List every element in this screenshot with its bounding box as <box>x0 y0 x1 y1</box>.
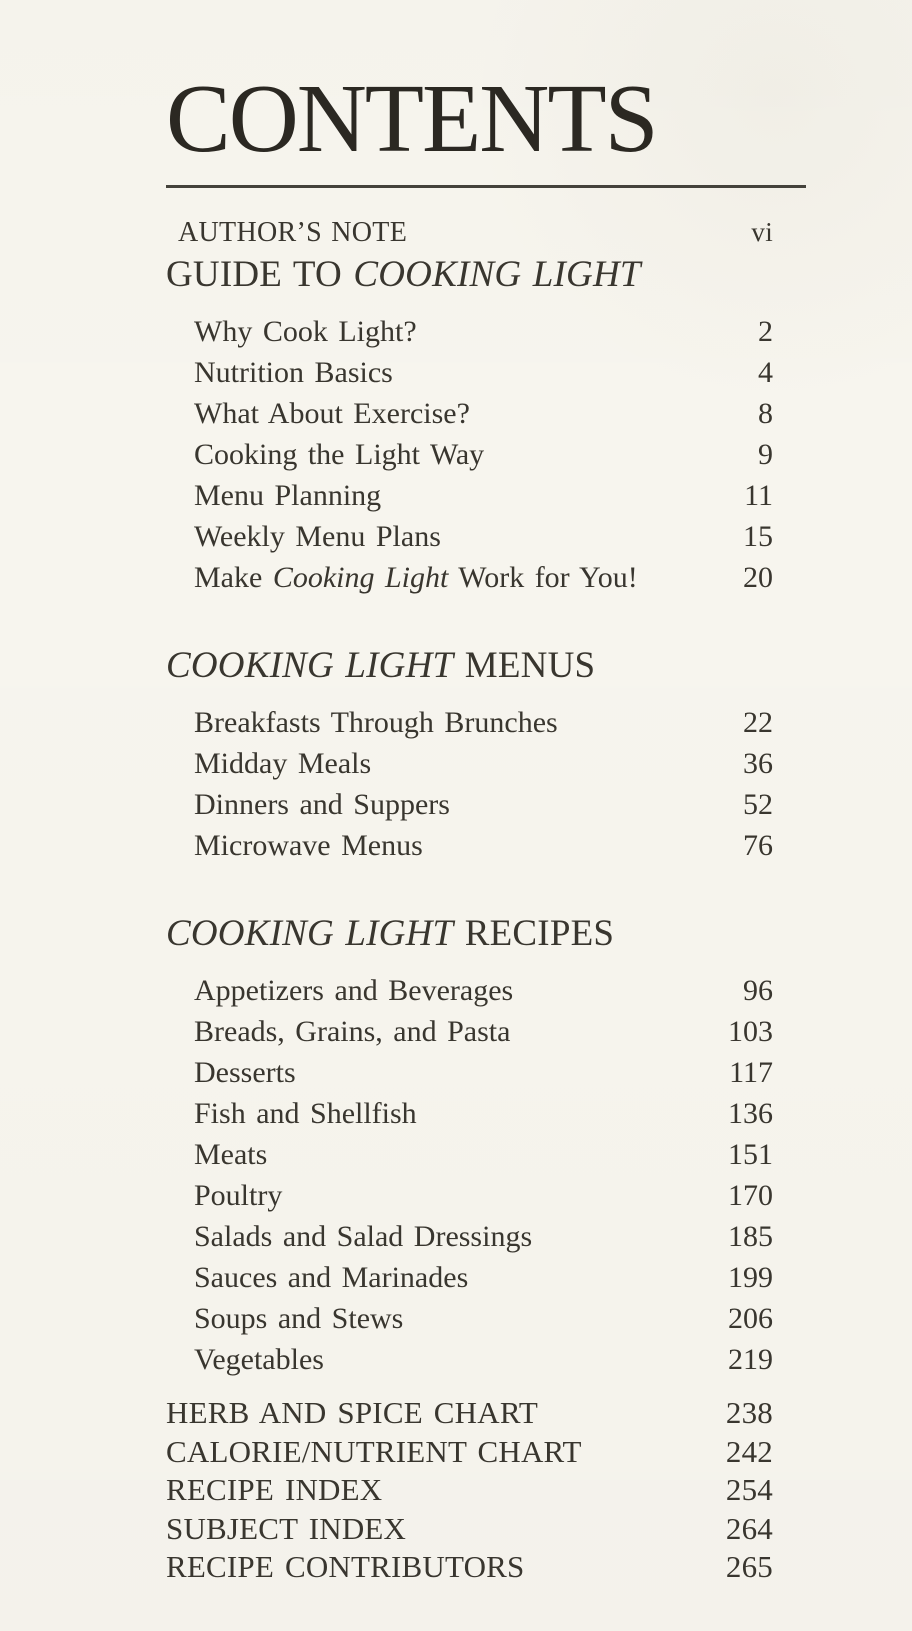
toc-row <box>166 784 773 825</box>
toc-entry-page: 36 <box>743 747 773 780</box>
toc-row <box>166 1011 773 1052</box>
toc-entry-label <box>194 1093 417 1134</box>
label-segment: What About Exercise? <box>194 397 470 430</box>
toc-entry-label <box>166 1433 582 1472</box>
toc-row <box>166 557 773 598</box>
toc-entry-label <box>194 1339 324 1380</box>
toc-entry-page: 136 <box>728 1097 773 1130</box>
toc-entry-page: 76 <box>743 829 773 862</box>
label-segment: COOKING LIGHT <box>166 913 454 954</box>
title-rule <box>166 185 806 188</box>
toc-entry-page: 96 <box>743 974 773 1007</box>
toc-row <box>166 702 773 743</box>
toc-entry-page: 11 <box>744 479 773 512</box>
toc-row <box>166 1510 773 1549</box>
toc-entry-label <box>194 743 371 784</box>
contents-column <box>166 65 773 1587</box>
toc-entry-page: 8 <box>758 397 773 430</box>
toc-row <box>166 1433 773 1472</box>
toc-entry-label <box>166 1471 382 1510</box>
toc-entry-label <box>194 1011 510 1052</box>
toc-entry-page: 206 <box>728 1302 773 1335</box>
label-segment: MENUS <box>453 645 596 686</box>
toc-entry-page: 151 <box>728 1138 773 1171</box>
toc-entry-label <box>166 642 595 690</box>
toc-row <box>166 1093 773 1134</box>
toc-row <box>166 475 773 516</box>
toc-entry-label <box>166 910 614 958</box>
toc-entry-page: 15 <box>743 520 773 553</box>
label-segment: Make <box>194 561 273 594</box>
label-segment: Nutrition Basics <box>194 356 393 389</box>
label-segment: RECIPES <box>453 913 615 954</box>
toc-row <box>166 1052 773 1093</box>
page-title: CONTENTS <box>166 65 657 172</box>
toc-entry-page: 117 <box>729 1056 773 1089</box>
toc-entry-label <box>194 475 381 516</box>
toc-entry-page: 238 <box>725 1395 773 1430</box>
label-segment: COOKING LIGHT <box>166 645 454 686</box>
label-segment: Dinners and Suppers <box>194 788 450 821</box>
label-segment: GUIDE TO <box>166 254 354 295</box>
label-segment: CALORIE/NUTRIENT CHART <box>166 1433 582 1469</box>
toc-entry-page: 170 <box>728 1179 773 1212</box>
toc-entry-label <box>178 215 407 251</box>
toc-entry-label <box>166 1394 538 1433</box>
toc-row <box>166 516 773 557</box>
toc-entry-label <box>194 516 441 557</box>
toc-entry-label <box>166 1548 524 1587</box>
label-segment: Microwave Menus <box>194 829 423 862</box>
label-segment: Fish and Shellfish <box>194 1097 417 1130</box>
label-segment: Salads and Salad Dressings <box>194 1220 533 1253</box>
toc-row <box>166 1548 773 1587</box>
toc-row <box>166 970 773 1011</box>
toc-row <box>166 1134 773 1175</box>
label-segment: Work for You! <box>448 561 638 594</box>
toc-entry-page: 9 <box>758 438 773 471</box>
toc-entry-label <box>194 702 558 743</box>
toc-entry-page: 20 <box>743 561 773 594</box>
toc-row <box>166 743 773 784</box>
toc-row <box>166 434 773 475</box>
toc-entry-page: 254 <box>725 1472 773 1507</box>
toc-row <box>166 1216 773 1257</box>
toc-entry-page: 265 <box>725 1549 773 1584</box>
toc-entry-label <box>166 251 641 299</box>
toc-row <box>166 393 773 434</box>
toc-row <box>166 1175 773 1216</box>
toc-entry-label <box>194 434 484 475</box>
label-segment: Desserts <box>194 1056 296 1089</box>
toc-entry-label <box>194 557 638 598</box>
label-segment: Breakfasts Through Brunches <box>194 706 558 739</box>
toc-row <box>166 251 773 299</box>
toc-row <box>166 642 773 690</box>
toc-row <box>166 1394 773 1433</box>
toc-entry-page: 2 <box>758 315 773 348</box>
label-segment: Cooking Light <box>272 561 449 594</box>
label-segment: Menu Planning <box>194 479 382 512</box>
toc-list <box>166 214 773 1587</box>
toc-entry-label <box>194 1298 403 1339</box>
toc-entry-page: 4 <box>758 356 773 389</box>
toc-entry-label <box>194 1175 282 1216</box>
label-segment: Weekly Menu Plans <box>194 520 441 553</box>
toc-row <box>166 1471 773 1510</box>
toc-row <box>166 1257 773 1298</box>
toc-entry-page: vi <box>751 217 773 247</box>
toc-entry-page: 103 <box>728 1015 773 1048</box>
label-segment: Appetizers and Beverages <box>194 974 514 1007</box>
label-segment: RECIPE CONTRIBUTORS <box>166 1549 525 1584</box>
toc-row <box>166 1339 773 1380</box>
label-segment: Poultry <box>194 1179 283 1212</box>
toc-entry-label <box>194 970 513 1011</box>
toc-row <box>166 910 773 958</box>
toc-entry-page: 185 <box>728 1220 773 1253</box>
toc-entry-label <box>194 1216 532 1257</box>
toc-entry-page: 219 <box>728 1343 773 1376</box>
label-segment: Why Cook Light? <box>194 315 417 348</box>
toc-entry-label <box>194 393 470 434</box>
toc-entry-label <box>194 825 423 866</box>
toc-entry-page: 52 <box>743 788 773 821</box>
toc-entry-label <box>194 1257 468 1298</box>
toc-entry-label <box>194 1134 267 1175</box>
toc-entry-label <box>166 1510 406 1549</box>
toc-row <box>166 311 773 352</box>
label-segment: Vegetables <box>194 1343 324 1376</box>
toc-row <box>166 214 773 251</box>
toc-entry-label <box>194 1052 296 1093</box>
toc-entry-page: 242 <box>725 1433 773 1469</box>
label-segment: Sauces and Marinades <box>194 1261 469 1294</box>
toc-row <box>166 352 773 393</box>
toc-entry-label <box>194 784 450 825</box>
label-segment: HERB AND SPICE CHART <box>166 1395 538 1430</box>
label-segment: Breads, Grains, and Pasta <box>194 1015 511 1048</box>
label-segment: Soups and Stews <box>194 1302 404 1335</box>
label-segment: SUBJECT INDEX <box>166 1510 407 1546</box>
toc-entry-page: 199 <box>728 1261 773 1294</box>
label-segment: RECIPE INDEX <box>166 1472 383 1507</box>
label-segment: COOKING LIGHT <box>353 254 641 295</box>
toc-entry-page: 22 <box>743 706 773 739</box>
toc-entry-page: 264 <box>725 1510 773 1546</box>
label-segment: Meats <box>194 1138 268 1171</box>
label-segment: Cooking the Light Way <box>194 438 485 471</box>
toc-row <box>166 1298 773 1339</box>
toc-entry-label <box>194 352 393 393</box>
label-segment: AUTHOR’S NOTE <box>178 217 408 248</box>
toc-row <box>166 825 773 866</box>
toc-entry-label <box>194 311 417 352</box>
label-segment: Midday Meals <box>194 747 372 780</box>
